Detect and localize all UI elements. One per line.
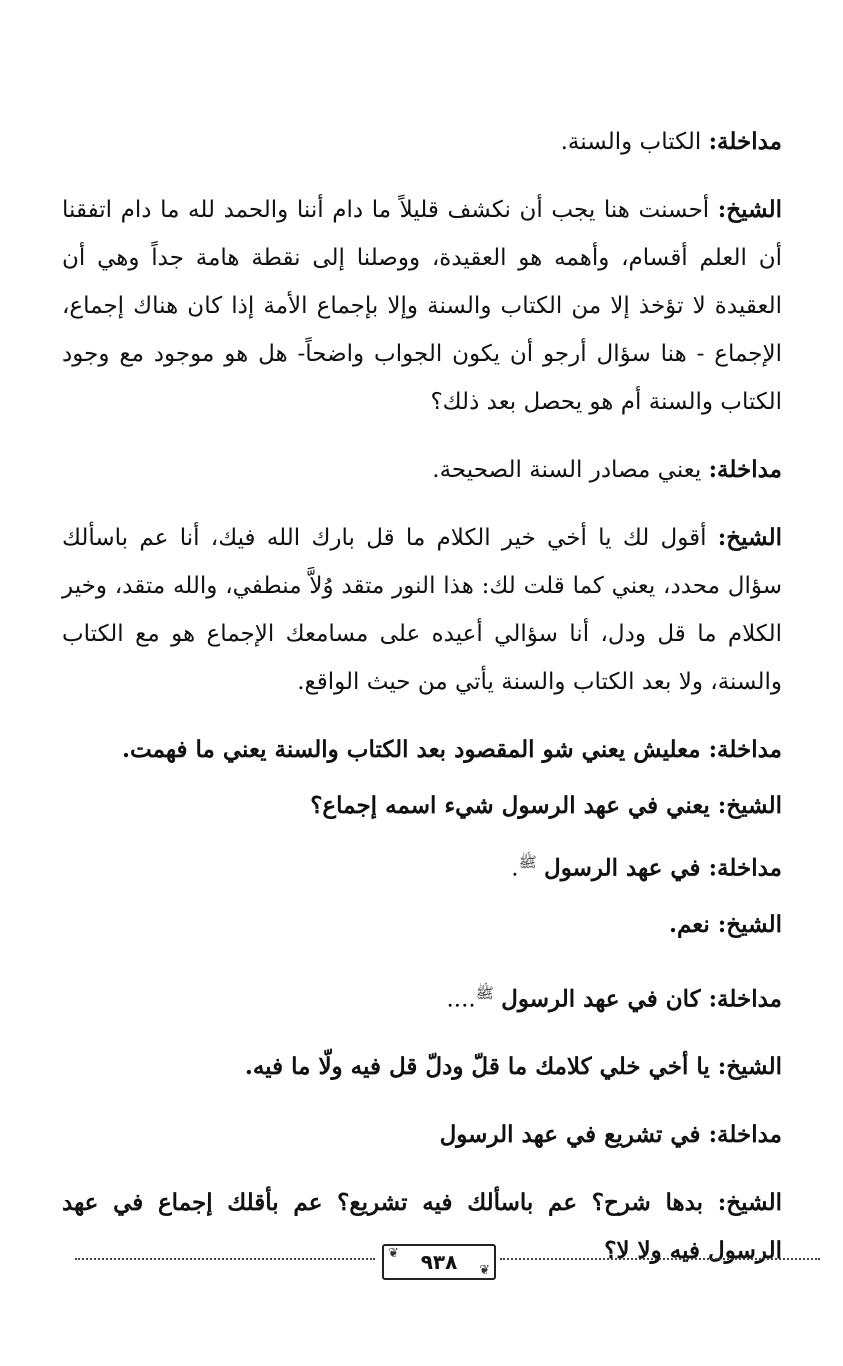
page-footer bbox=[75, 1246, 820, 1286]
paragraph-3 bbox=[62, 446, 782, 494]
paragraph-tail: . bbox=[511, 855, 519, 882]
paragraph-9 bbox=[62, 969, 782, 1024]
speaker-label: الشيخ: bbox=[717, 524, 782, 551]
page-body bbox=[62, 118, 782, 1295]
paragraph-text: يعني في عهد الرسول شيء اسمه إجماع؟ bbox=[310, 792, 718, 819]
paragraph-tail: .... bbox=[446, 986, 476, 1013]
footer-rule-left bbox=[75, 1258, 375, 1260]
speaker-label: مداخلة: bbox=[708, 736, 782, 763]
speaker-label: الشيخ: bbox=[717, 792, 782, 819]
paragraph-text: يا أخي خلي كلامك ما قلّ ودلّ قل فيه ولّا ما فيه. bbox=[244, 1053, 718, 1081]
paragraph-text: بدها شرح؟ عم باسألك فيه تشريع؟ عم بأقلك إجماع في عهد الرسول فيه ولا لا؟ bbox=[62, 1189, 782, 1265]
paragraph-2 bbox=[62, 186, 782, 426]
speaker-label: مداخلة: bbox=[708, 985, 782, 1013]
speaker-label: مداخلة: bbox=[708, 1121, 782, 1149]
paragraph-5 bbox=[62, 726, 782, 774]
page-number-frame bbox=[382, 1244, 496, 1280]
ornament-icon: ❦ bbox=[479, 1263, 490, 1278]
paragraph-text: كان في عهد الرسول bbox=[501, 985, 709, 1013]
paragraph-text: في عهد الرسول bbox=[544, 854, 709, 882]
speaker-label: مداخلة: bbox=[708, 854, 782, 882]
paragraph-text: نعم. bbox=[668, 910, 718, 938]
paragraph-6 bbox=[62, 782, 782, 830]
paragraph-text: يعني مصادر السنة الصحيحة. bbox=[432, 457, 709, 483]
honorific-glyph: ﷺ bbox=[475, 983, 494, 1002]
paragraph-text: أحسنت هنا يجب أن نكشف قليلاً ما دام أننا والحمد لله ما دام اتفقنا أن العلم أقسام، وأهمه هو العقيدة، ووصلنا إلى نقطة هامة جداً وهي أن العقيدة لا تؤخذ إلا من الكتاب والسنة وإلا بإجماع الأمة إذا كان هناك إجماع، الإجماع - هنا سؤال أرجو أن يكون الجواب واضحاً- هل هو موجود مع وجود الكتاب والسنة أم هو يحصل بعد ذلك؟ bbox=[62, 197, 782, 415]
speaker-label: الشيخ: bbox=[717, 1053, 782, 1081]
paragraph-10 bbox=[62, 1043, 782, 1091]
honorific-glyph: ﷺ bbox=[518, 853, 537, 871]
speaker-label: مداخلة: bbox=[708, 456, 782, 483]
paragraph-7 bbox=[62, 838, 782, 893]
ornament-icon: ❦ bbox=[388, 1246, 399, 1261]
paragraph-text: في تشريع في عهد الرسول bbox=[439, 1121, 709, 1149]
paragraph-8 bbox=[62, 901, 782, 949]
paragraph-4 bbox=[62, 514, 782, 706]
speaker-label: مداخلة: bbox=[708, 128, 782, 155]
paragraph-text: معليش يعني شو المقصود بعد الكتاب والسنة يعني ما فهمت. bbox=[122, 736, 709, 763]
speaker-label: الشيخ: bbox=[717, 1189, 782, 1217]
paragraph-11 bbox=[62, 1111, 782, 1159]
paragraph-text: الكتاب والسنة. bbox=[560, 129, 709, 155]
speaker-label: الشيخ: bbox=[717, 910, 782, 938]
speaker-label: الشيخ: bbox=[717, 196, 782, 223]
paragraph-1 bbox=[62, 118, 782, 166]
page-number: ٩٣٨ bbox=[420, 1250, 458, 1274]
footer-rule-right bbox=[500, 1258, 820, 1260]
paragraph-text: أقول لك يا أخي خير الكلام ما قل بارك الله فيك، أنا عم باسألك سؤال محدد، يعني كما قلت لك: هذا النور متقد وُلاَّ منطفي، والله متقد، وخير الكلام ما قل ودل، أنا سؤالي أعيده على مسامعك الإجماع هو مع الكتاب والسنة، ولا بعد الكتاب والسنة يأتي من حيث الواقع. bbox=[62, 525, 782, 695]
